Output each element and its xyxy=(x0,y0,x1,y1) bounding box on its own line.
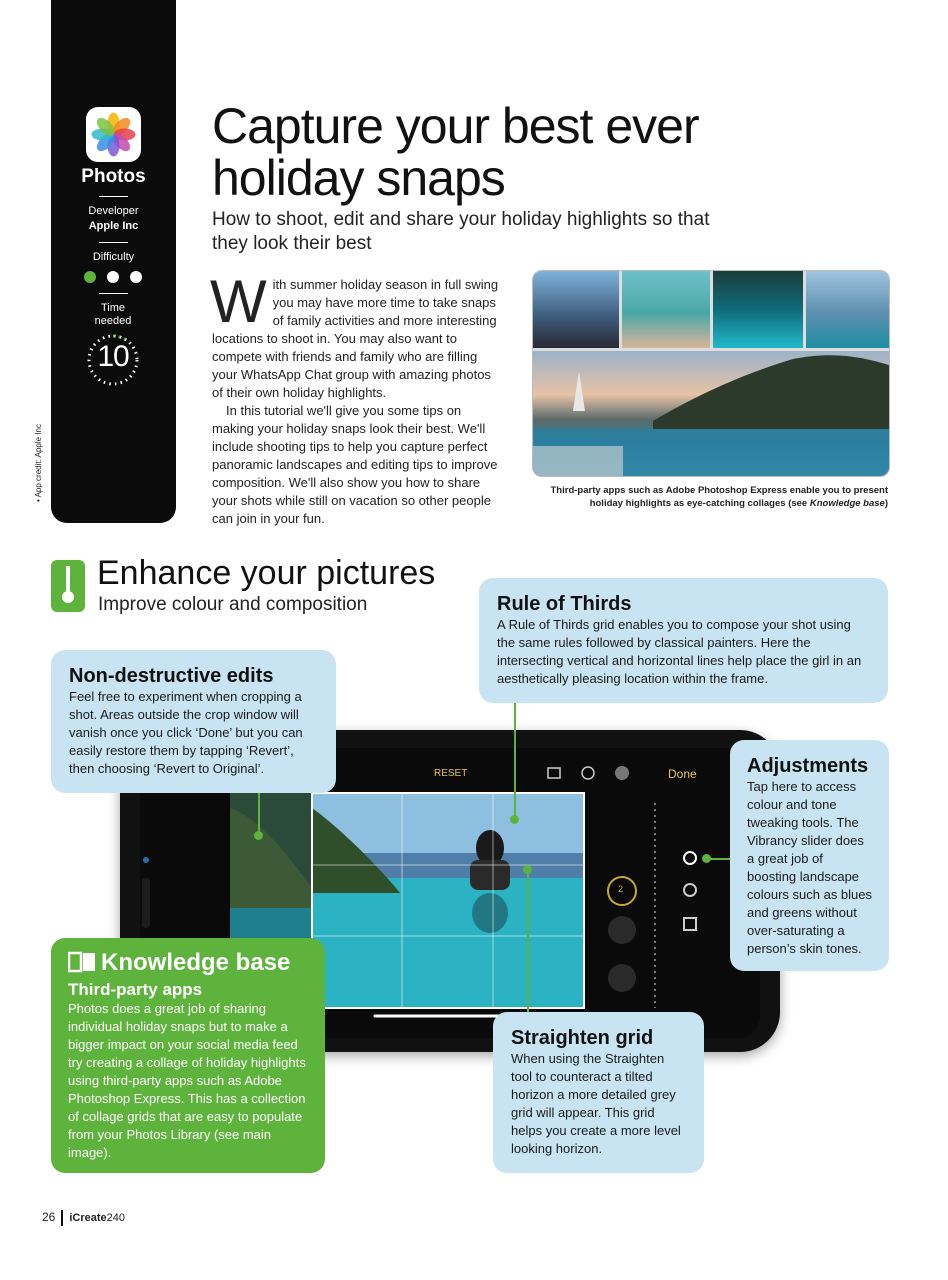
reset-button[interactable]: RESET xyxy=(434,768,468,779)
straighten-grid-box xyxy=(493,1012,704,1173)
leader-node xyxy=(702,854,711,863)
box-text: Feel free to experiment when cropping a shot. Areas outside the crop window will vanish once you click ‘Done’ but you can easily restore them by tapping ‘Revert’, then choosing ‘Revert to Original’. xyxy=(69,689,303,776)
magazine-name: iCreate xyxy=(69,1212,107,1225)
infinity-pool-photo xyxy=(806,271,889,348)
intro-paragraph-1: ith summer holiday season in full swing you may have more time to take snaps of family activities and more interesting locations to shoot in. You may also want to compete with friends and family who are filling your WhatsApp Chat group with amazing photos of their own holiday highlights. xyxy=(212,277,499,400)
page-number: 26 xyxy=(42,1210,56,1225)
rule-of-thirds-box xyxy=(479,578,888,703)
time-value: 10 xyxy=(97,340,129,373)
leader-line xyxy=(527,870,529,1012)
section-title: Enhance your pictures xyxy=(97,554,436,592)
divider xyxy=(99,293,128,294)
knowledge-base-title-text: Knowledge base xyxy=(101,949,291,976)
knowledge-base-subtitle: Third-party apps xyxy=(68,980,203,999)
leader-line xyxy=(514,703,516,818)
adjustments-box xyxy=(730,740,889,971)
pool-selfie-photo xyxy=(622,271,710,348)
page-subtitle: How to shoot, edit and share your holiday highlights so that they look their best xyxy=(212,209,710,254)
box-text: Tap here to access colour and tone tweaking tools. The Vibrancy slider does a great job of boosting landscape colours such as blues and greens without over-saturating a person’s skin tones. xyxy=(747,779,873,956)
issue-number: 240 xyxy=(106,1212,126,1225)
box-title: Adjustments xyxy=(747,755,869,777)
selfie-photo xyxy=(533,271,619,348)
developer-value: Apple Inc xyxy=(88,220,139,232)
knowledge-base-box xyxy=(51,938,325,1173)
difficulty-label: Difficulty xyxy=(92,251,135,263)
section-subtitle: Improve colour and composition xyxy=(98,594,368,615)
difficulty-dot-filled xyxy=(84,271,96,283)
difficulty-dot-empty xyxy=(130,271,142,283)
drop-cap: W xyxy=(210,268,267,335)
leader-node xyxy=(523,865,532,874)
box-title: Rule of Thirds xyxy=(497,593,632,615)
box-text: When using the Straighten tool to counteract a tilted horizon a more detailed grey grid will appear. This grid helps you create a more level looking horizon. xyxy=(511,1051,681,1156)
page-footer xyxy=(42,1210,125,1226)
photos-app-icon xyxy=(86,107,141,162)
caption-text: Third-party apps such as Adobe Photoshop Express enable you to present holiday highlights as eye-catching collages (see xyxy=(550,485,888,509)
divider xyxy=(99,196,128,197)
footer-divider xyxy=(61,1210,63,1226)
sunset-pool-photo xyxy=(533,351,889,476)
knowledge-base-text: Photos does a great job of sharing individual holiday snaps but to make a bigger impact on your social media feed try creating a collage of holiday highlights using third-party apps such as Adobe Photoshop Express. This has a collection of collage grids that are easy to populate from your Photos Library (see main image). xyxy=(68,1001,306,1160)
app-name: Photos xyxy=(81,166,146,187)
time-label: Time needed xyxy=(94,302,132,327)
nondestructive-edits-box xyxy=(51,650,336,793)
leader-line xyxy=(258,793,260,835)
difficulty-dot-empty xyxy=(107,271,119,283)
ruler-icon xyxy=(51,560,85,612)
app-credit: • App credit: Apple Inc xyxy=(34,424,43,502)
box-text: A Rule of Thirds grid enables you to compose your shot using the same rules followed by classical painters. Here the intersecting vertical and horizontal lines help place the girl in an aesthetically pleasing location within the frame. xyxy=(497,617,862,686)
dial-value: 2 xyxy=(618,884,624,894)
divider xyxy=(99,242,128,243)
knowledge-base-title xyxy=(68,949,308,980)
done-button[interactable]: Done xyxy=(668,767,697,781)
app-info-sidebar xyxy=(51,0,176,523)
pool-reflection-photo xyxy=(713,271,803,348)
collage-caption xyxy=(526,484,888,510)
caption-text-end: ) xyxy=(884,498,888,509)
leader-node xyxy=(254,831,263,840)
box-title: Straighten grid xyxy=(511,1027,654,1049)
developer-label: Developer xyxy=(88,205,139,217)
holiday-collage-image xyxy=(532,270,890,477)
page-title: Capture your best ever holiday snaps xyxy=(212,98,699,206)
intro-text xyxy=(210,268,500,528)
leader-node xyxy=(510,815,519,824)
box-title: Non-destructive edits xyxy=(69,665,274,687)
caption-emphasis: Knowledge base xyxy=(809,498,885,509)
intro-paragraph-2: In this tutorial we'll give you some tips on making your holiday snaps look their best. We'll include shooting tips to help you capture perfect panoramic landscapes and editing tips to improve composition. We'll also show you how to share your shots while still on vacation so other people can join in your fun. xyxy=(212,403,498,526)
book-icon xyxy=(68,951,96,980)
